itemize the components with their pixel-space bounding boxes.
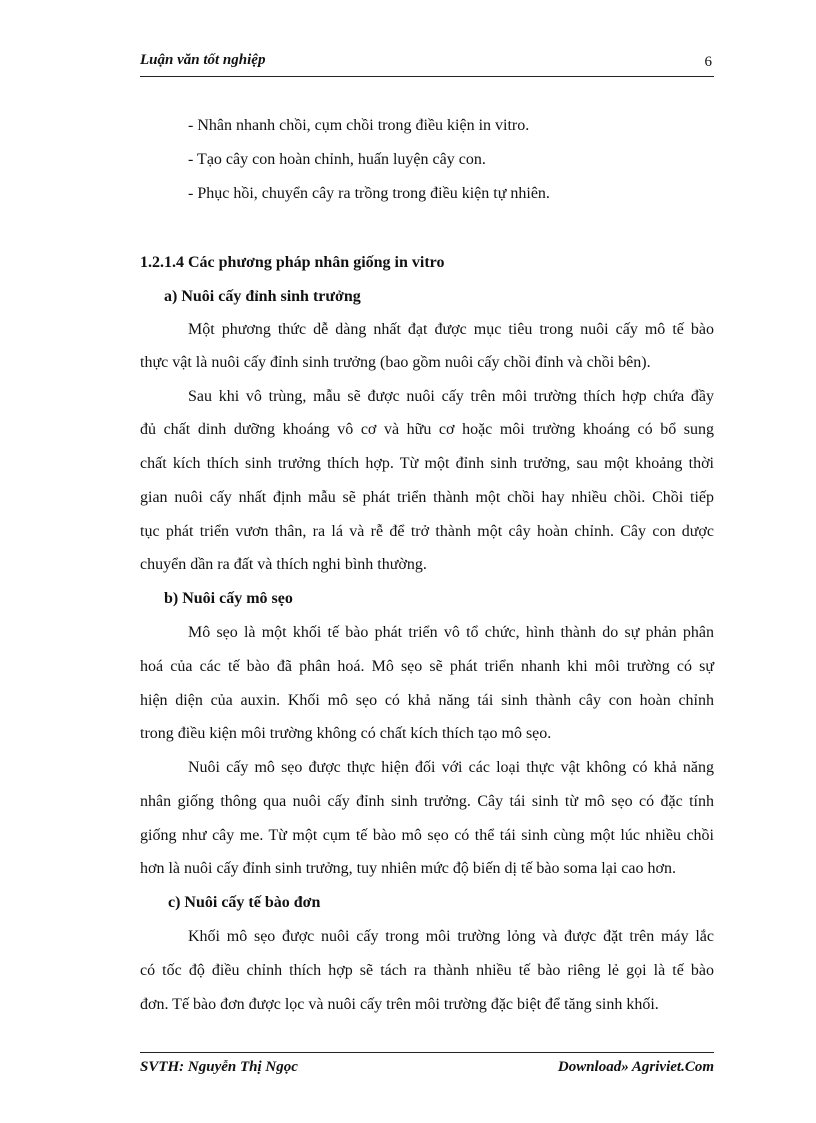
paragraph-line: Một phương thức dễ dàng nhất đạt được mục tiêu trong nuôi cấy mô tế bào: [188, 321, 714, 338]
section-heading: 1.2.1.4 Các phương pháp nhân giống in vitro: [140, 254, 445, 271]
paragraph-line: chất kích thích sinh trưởng thích hợp. Từ một đỉnh sinh trưởng, sau một khoảng thời: [140, 455, 714, 472]
paragraph-line: đơn. Tế bào đơn được lọc và nuôi cấy trên môi trường đặc biệt để tăng sinh khối.: [140, 996, 659, 1013]
paragraph-line: đủ chất dinh dưỡng khoáng vô cơ và hữu cơ hoặc môi trường khoáng có bổ sung: [140, 421, 714, 438]
page-header: [140, 52, 714, 77]
subsection-heading-c: c) Nuôi cấy tế bào đơn: [168, 894, 321, 911]
paragraph-line: nhân giống thông qua nuôi cấy đỉnh sinh trưởng. Cây tái sinh từ mô sẹo có đặc tính: [140, 793, 714, 810]
paragraph-line: trong điều kiện môi trường không có chất kích thích tạo mô sẹo.: [140, 725, 552, 742]
paragraph-line: có tốc độ điều chỉnh thích hợp sẽ tách ra thành nhiều tế bào riêng lẻ gọi là tế bào: [140, 962, 714, 979]
footer-author: SVTH: Nguyễn Thị Ngọc: [140, 1059, 298, 1075]
subsection-heading-b: b) Nuôi cấy mô sẹo: [164, 590, 293, 607]
bullet-item: - Nhân nhanh chồi, cụm chồi trong điều kiện in vitro.: [188, 117, 530, 134]
bullet-item: - Tạo cây con hoàn chỉnh, huấn luyện cây con.: [188, 151, 486, 168]
header-title: Luận văn tốt nghiệp: [140, 52, 266, 68]
paragraph-line: giống như cây me. Từ một cụm tế bào mô sẹo có thể tái sinh cùng một lúc nhiều chồi: [140, 827, 714, 844]
paragraph-line: hơn là nuôi cấy đỉnh sinh trưởng, tuy nhiên mức độ biến dị tế bào soma lại cao hơn.: [140, 860, 676, 877]
paragraph-line: hiện diện của auxin. Khối mô sẹo có khả năng tái sinh thành cây con hoàn chỉnh: [140, 692, 714, 709]
subsection-heading-a: a) Nuôi cấy đỉnh sinh trưởng: [164, 288, 361, 305]
paragraph-line: Sau khi vô trùng, mẫu sẽ được nuôi cấy trên môi trường thích hợp chứa đầy: [188, 388, 714, 405]
footer-source: Download» Agriviet.Com: [557, 1059, 714, 1075]
paragraph-line: Nuôi cấy mô sẹo được thực hiện đối với các loại thực vật không có khả năng: [188, 759, 714, 776]
paragraph-line: Khối mô sẹo được nuôi cấy trong môi trường lỏng và được đặt trên máy lắc: [188, 928, 714, 945]
page-number: 6: [704, 54, 712, 70]
bullet-item: - Phục hồi, chuyển cây ra trồng trong điều kiện tự nhiên.: [188, 185, 550, 202]
paragraph-line: tục phát triển vươn thân, ra lá và rễ để trở thành một cây hoàn chỉnh. Cây con dược: [140, 523, 714, 540]
paragraph-line: hoá của các tế bào đã phân hoá. Mô sẹo sẽ phát triển nhanh khi môi trường có sự: [140, 658, 714, 675]
paragraph-line: Mô sẹo là một khối tế bào phát triển vô tổ chức, hình thành do sự phản phân: [188, 624, 714, 641]
paragraph-line: chuyển dần ra đất và thích nghi bình thường.: [140, 556, 427, 573]
page-footer: [140, 1052, 714, 1075]
paragraph-line: thực vật là nuôi cấy đỉnh sinh trưởng (bao gồm nuôi cấy chồi đỉnh và chồi bên).: [140, 354, 651, 371]
paragraph-line: gian nuôi cấy nhất định mẫu sẽ phát triển thành một chồi hay nhiều chồi. Chồi tiếp: [140, 489, 714, 506]
